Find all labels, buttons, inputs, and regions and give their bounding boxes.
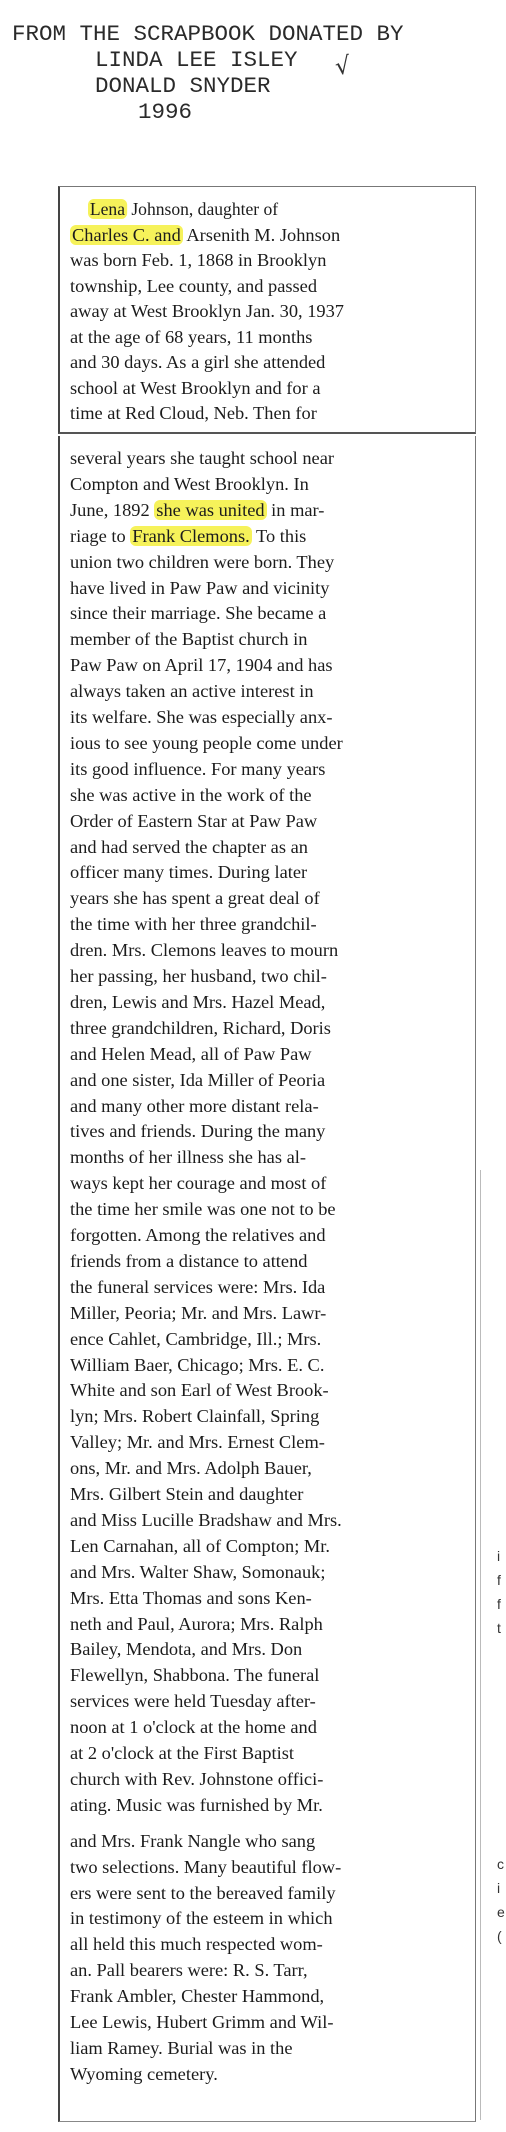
article-line: tives and friends. During the many bbox=[70, 1121, 326, 1142]
article-line: Compton and West Brooklyn. In bbox=[70, 473, 309, 494]
article-line: June, 1892 she was united in mar- bbox=[70, 499, 325, 520]
header-line-4: 1996 bbox=[138, 99, 193, 125]
article-line: liam Ramey. Burial was in the bbox=[70, 2037, 293, 2058]
article-line: an. Pall bearers were: R. S. Tarr, bbox=[70, 1960, 308, 1981]
article-line: Mrs. Gilbert Stein and daughter bbox=[70, 1484, 304, 1504]
article-line: William Baer, Chicago; Mrs. E. C. bbox=[70, 1354, 325, 1375]
highlighted-text: she was united bbox=[156, 499, 265, 520]
edge-fragment: e bbox=[497, 1904, 505, 1920]
article-line: always taken an active interest in bbox=[70, 681, 314, 702]
article-line: Bailey, Mendota, and Mrs. Don bbox=[70, 1639, 303, 1660]
article-line: Flewellyn, Shabbona. The funeral bbox=[70, 1665, 320, 1686]
edge-fragment: t bbox=[497, 1620, 501, 1636]
article-line: in testimony of the esteem in which bbox=[70, 1908, 333, 1929]
article-line: ons, Mr. and Mrs. Adolph Bauer, bbox=[70, 1458, 312, 1479]
article-line: Paw Paw on April 17, 1904 and has bbox=[70, 655, 333, 676]
article-line: the funeral services were: Mrs. Ida bbox=[70, 1276, 326, 1297]
article-line: lyn; Mrs. Robert Clainfall, Spring bbox=[70, 1406, 320, 1427]
article-line: since their marriage. She became a bbox=[70, 603, 327, 624]
article-line: Wyoming cemetery. bbox=[70, 2063, 218, 2084]
article-line: Frank Ambler, Chester Hammond, bbox=[70, 1986, 325, 2007]
edge-fragment: f bbox=[497, 1572, 501, 1588]
article-line: friends from a distance to attend bbox=[70, 1250, 308, 1271]
article-line: and 30 days. As a girl she attended bbox=[70, 352, 326, 372]
article-line: the time with her three grandchil- bbox=[70, 914, 317, 935]
header-line-2: LINDA LEE ISLEY bbox=[95, 47, 298, 73]
article-line: Charles C. and Arsenith M. Johnson bbox=[72, 224, 341, 245]
article-line: two selections. Many beautiful flow- bbox=[70, 1856, 342, 1877]
article-line: services were held Tuesday after- bbox=[70, 1691, 316, 1712]
highlighted-text: Charles C. and bbox=[72, 224, 181, 245]
article-line: all held this much respected wom- bbox=[70, 1934, 323, 1955]
article-line: and Helen Mead, all of Paw Paw bbox=[70, 1043, 312, 1064]
article-line: have lived in Paw Paw and vicinity bbox=[70, 577, 330, 598]
edge-fragment: ( bbox=[497, 1928, 502, 1944]
article-line: and many other more distant rela- bbox=[70, 1095, 319, 1116]
article-line: ways kept her courage and most of bbox=[70, 1173, 327, 1194]
article-line: time at Red Cloud, Neb. Then for bbox=[70, 403, 317, 423]
article-line: Valley; Mr. and Mrs. Ernest Clem- bbox=[70, 1432, 325, 1453]
article-line: forgotten. Among the relatives and bbox=[70, 1225, 326, 1245]
article-line: away at West Brooklyn Jan. 30, 1937 bbox=[70, 301, 344, 321]
article-line: she was active in the work of the bbox=[70, 784, 312, 805]
article-line: dren. Mrs. Clemons leaves to mourn bbox=[70, 940, 339, 961]
highlighted-text: Frank Clemons. bbox=[132, 525, 250, 546]
article-line: school at West Brooklyn and for a bbox=[70, 377, 321, 398]
edge-fragment: f bbox=[497, 1596, 501, 1612]
article-line: Lee Lewis, Hubert Grimm and Wil- bbox=[70, 2012, 334, 2032]
article-line: months of her illness she has al- bbox=[70, 1147, 306, 1168]
article-line: and Miss Lucille Bradshaw and Mrs. bbox=[70, 1509, 342, 1530]
article-line: the time her smile was one not to be bbox=[70, 1199, 336, 1220]
edge-fragment: c bbox=[497, 1856, 504, 1872]
article-line: Order of Eastern Star at Paw Paw bbox=[70, 810, 318, 831]
article-line: Mrs. Etta Thomas and sons Ken- bbox=[70, 1587, 312, 1608]
article-line: church with Rev. Johnstone offici- bbox=[70, 1768, 324, 1789]
header-line-3: DONALD SNYDER bbox=[95, 73, 271, 99]
obituary-clipping-part-1 bbox=[58, 186, 476, 434]
article-line: at the age of 68 years, 11 months bbox=[70, 326, 313, 347]
obituary-clipping-part-2 bbox=[58, 436, 476, 2122]
article-line: three grandchildren, Richard, Doris bbox=[70, 1017, 331, 1038]
article-line: union two children were born. They bbox=[70, 551, 335, 572]
article-line: riage to Frank Clemons. To this bbox=[70, 525, 307, 546]
adjacent-column-edge bbox=[480, 1170, 481, 2120]
article-line: its good influence. For many years bbox=[70, 758, 326, 779]
article-line: member of the Baptist church in bbox=[70, 629, 308, 650]
article-line: Len Carnahan, all of Compton; Mr. bbox=[70, 1535, 330, 1556]
article-line: White and son Earl of West Brook- bbox=[70, 1380, 329, 1401]
article-line: ating. Music was furnished by Mr. bbox=[70, 1794, 323, 1815]
article-line: ence Cahlet, Cambridge, Ill.; Mrs. bbox=[70, 1328, 322, 1349]
article-line: neth and Paul, Aurora; Mrs. Ralph bbox=[70, 1613, 323, 1634]
article-line: Miller, Peoria; Mr. and Mrs. Lawr- bbox=[70, 1302, 327, 1323]
article-line: and Mrs. Frank Nangle who sang bbox=[70, 1830, 316, 1851]
article-line: township, Lee county, and passed bbox=[70, 275, 318, 296]
article-line: its welfare. She was especially anx- bbox=[70, 707, 333, 727]
article-line: years she has spent a great deal of bbox=[70, 888, 320, 909]
article-line: dren, Lewis and Mrs. Hazel Mead, bbox=[70, 991, 326, 1012]
article-line: and had served the chapter as an bbox=[70, 836, 308, 857]
article-line: ers were sent to the bereaved family bbox=[70, 1882, 336, 1903]
article-line: noon at 1 o'clock at the home and bbox=[70, 1717, 317, 1738]
article-line: Lena Johnson, daughter of bbox=[89, 199, 279, 219]
article-line: and one sister, Ida Miller of Peoria bbox=[70, 1069, 326, 1090]
handwritten-check-mark: √ bbox=[333, 51, 353, 81]
edge-fragment: i bbox=[497, 1880, 501, 1896]
article-line: several years she taught school near bbox=[70, 448, 335, 468]
article-line: ious to see young people come under bbox=[70, 732, 343, 753]
header-line-1: FROM THE SCRAPBOOK DONATED BY bbox=[12, 21, 404, 47]
article-line: was born Feb. 1, 1868 in Brooklyn bbox=[70, 250, 327, 270]
edge-fragment: i bbox=[497, 1548, 501, 1564]
article-line: and Mrs. Walter Shaw, Somonauk; bbox=[70, 1561, 326, 1582]
article-line: her passing, her husband, two chil- bbox=[70, 966, 327, 986]
article-line: at 2 o'clock at the First Baptist bbox=[70, 1743, 294, 1763]
article-line: officer many times. During later bbox=[70, 862, 308, 883]
highlighted-text: Lena bbox=[89, 199, 126, 219]
